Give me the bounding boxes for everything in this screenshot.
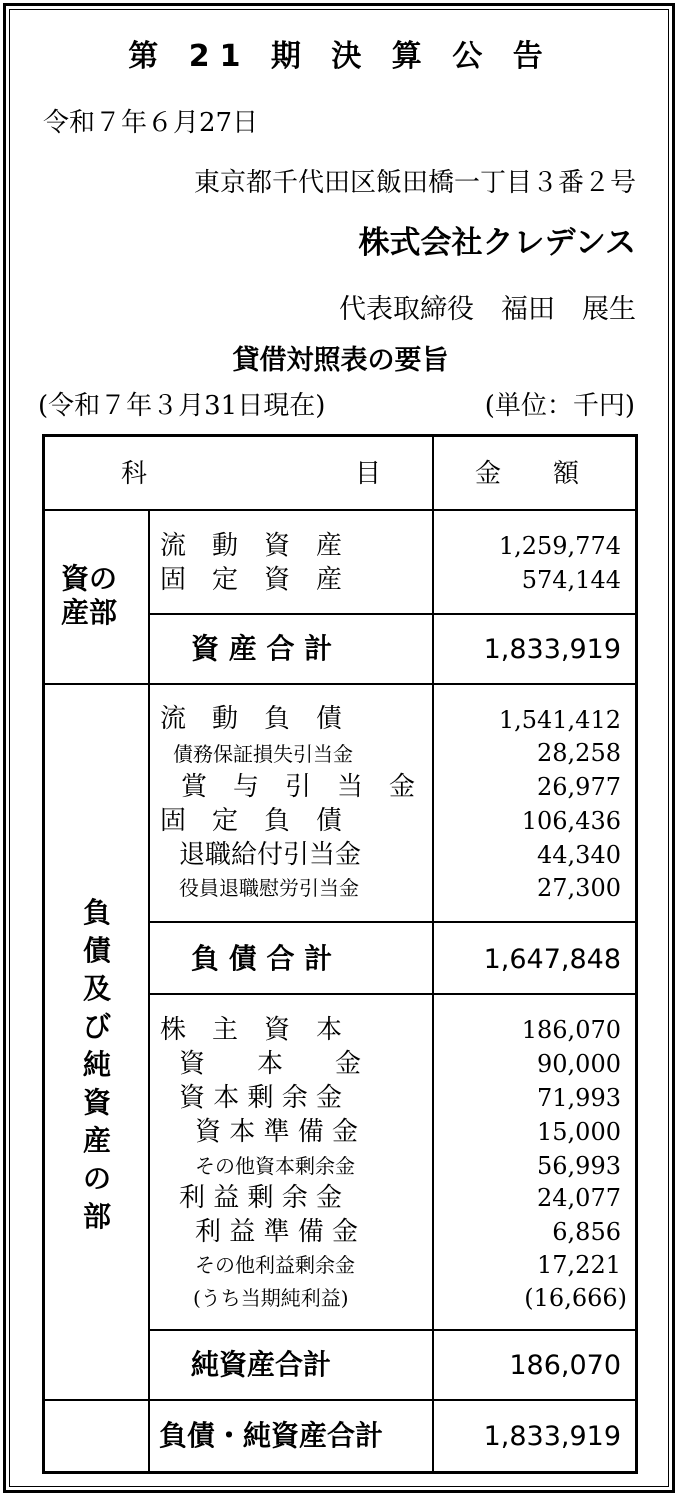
current-assets-label: 流 動 資 産 — [160, 531, 343, 561]
retained-earnings-value: 24,077 — [537, 1184, 621, 1212]
balance-sheet-title: 貸借対照表の要旨 — [232, 345, 449, 376]
net-income-value: (16,666) — [524, 1284, 627, 1312]
header-item: 科 目 — [121, 459, 382, 489]
notice-title: 第 21 期 決 算 公 告 — [128, 39, 553, 74]
liab-label-char-1: 負 — [83, 896, 112, 929]
assets-divider — [45, 683, 635, 685]
capital-surplus-label: 資 本 剰 余 金 — [179, 1083, 343, 1113]
liab-label-char-8: の — [83, 1162, 112, 1195]
header-amount: 金 額 — [475, 459, 580, 489]
col-divider-amount — [432, 437, 434, 1471]
current-assets-value: 1,259,774 — [498, 532, 621, 560]
officer-retirement-label: 役員退職慰労引当金 — [179, 876, 359, 900]
col-divider-side — [148, 509, 150, 1471]
balance-sheet-table — [42, 434, 638, 1474]
officer-retirement-value: 27,300 — [537, 874, 621, 902]
assets-section-label: 資の — [61, 562, 118, 595]
liab-label-char-6: 資 — [83, 1086, 112, 1119]
retained-earnings-label: 利 益 剰 余 金 — [179, 1183, 343, 1213]
unit-label: (単位：千円) — [484, 391, 635, 421]
grand-total-value: 1,833,919 — [483, 1421, 621, 1452]
current-liabilities-value: 1,541,412 — [498, 706, 621, 734]
representative: 代表取締役 福田 展生 — [339, 294, 636, 325]
equity-divider — [45, 1399, 635, 1401]
other-capital-surplus-value: 56,993 — [537, 1152, 621, 1180]
liab-label-char-5: 純 — [83, 1048, 112, 1081]
liab-label-char-9: 部 — [83, 1200, 112, 1233]
capital-reserve-value: 15,000 — [537, 1118, 621, 1146]
bonus-reserve-label: 賞 与 引 当 金 — [181, 772, 416, 802]
fixed-assets-label: 固 定 資 産 — [160, 565, 343, 595]
liabilities-total-label: 負 債 合 計 — [191, 942, 333, 975]
liab-label-char-4: び — [83, 1010, 112, 1043]
net-income-label: (うち当期純利益) — [193, 1286, 349, 1310]
capital-stock-value: 90,000 — [537, 1050, 621, 1078]
period-date: (令和７年３月31日現在) — [38, 391, 326, 421]
company-address: 東京都千代田区飯田橋一丁目３番２号 — [193, 168, 636, 198]
capital-stock-label: 資 本 金 — [179, 1049, 362, 1079]
assets-total-value: 1,833,919 — [483, 634, 621, 665]
equity-total-label: 純資産合計 — [191, 1348, 332, 1381]
guarantee-loss-reserve-value: 28,258 — [537, 739, 621, 767]
liab-label-char-3: 及 — [83, 972, 112, 1005]
liab-label-char-2: 債 — [83, 934, 112, 967]
other-retained-earnings-value: 17,221 — [537, 1251, 621, 1279]
notice-date: 令和７年６月27日 — [43, 108, 259, 138]
equity-total-value: 186,070 — [509, 1350, 621, 1381]
other-retained-earnings-label: その他利益剰余金 — [195, 1253, 355, 1277]
retirement-benefit-value: 44,340 — [537, 841, 621, 869]
grand-total-label: 負債・純資産合計 — [159, 1419, 384, 1452]
bonus-reserve-value: 26,977 — [537, 773, 621, 801]
liab-label-char-7: 産 — [83, 1124, 112, 1157]
header-divider — [45, 509, 635, 511]
current-liabilities-label: 流 動 負 債 — [160, 704, 343, 734]
fixed-liabilities-label: 固 定 負 債 — [160, 806, 343, 836]
fixed-liabilities-value: 106,436 — [521, 807, 621, 835]
shareholders-equity-value: 186,070 — [521, 1016, 621, 1044]
assets-total-divider — [148, 613, 635, 615]
liab-divider — [148, 921, 635, 923]
other-capital-surplus-label: その他資本剰余金 — [195, 1154, 355, 1178]
shareholders-equity-label: 株 主 資 本 — [160, 1015, 343, 1045]
retirement-benefit-label: 退職給付引当金 — [179, 840, 362, 870]
guarantee-loss-reserve-label: 債務保証損失引当金 — [173, 742, 353, 766]
company-name: 株式会社クレデンス — [358, 225, 636, 261]
liab-total-divider — [148, 993, 635, 995]
assets-total-label: 資 産 合 計 — [191, 632, 333, 665]
liabilities-total-value: 1,647,848 — [483, 944, 621, 975]
fixed-assets-value: 574,144 — [521, 566, 621, 594]
legal-reserve-value: 6,856 — [552, 1218, 621, 1246]
equity-total-divider — [148, 1329, 635, 1331]
capital-surplus-value: 71,993 — [537, 1084, 621, 1112]
legal-reserve-label: 利 益 準 備 金 — [195, 1217, 359, 1247]
assets-section-label-2: 産部 — [61, 596, 118, 629]
capital-reserve-label: 資 本 準 備 金 — [195, 1117, 359, 1147]
